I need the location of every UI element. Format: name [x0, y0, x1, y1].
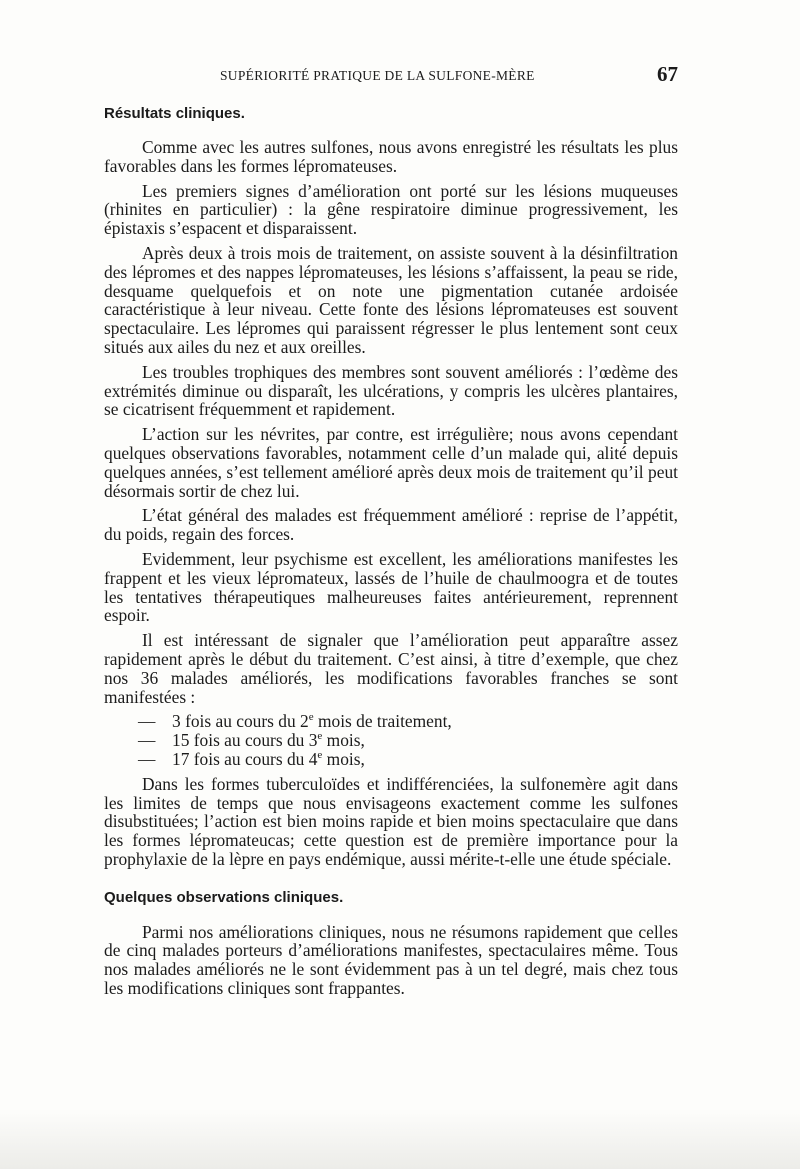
- list-ordinal-suffix: e: [317, 749, 323, 762]
- paragraph: Comme avec les autres sulfones, nous avons enregistré les résultats les plus favorables dans les formes lépromateuses.: [104, 137, 678, 176]
- paragraph: Il est intéressant de signaler que l’amélioration peut apparaître assez rapidement après le début du traitement. C’est ainsi, à titre d’exemple, que chez nos 36 malades améliorés, les modifications favorables franches se sont manifestées :: [104, 630, 678, 707]
- paragraph: Dans les formes tuberculoïdes et indifférenciées, la sulfonemère agit dans les limites de temps que nous envisageons exactement comme les sulfones disubstituées; l’action est bien moins rapide et bien moins spectaculaire que dans les formes lépromateucas; cette question est de première importance pour la prophylaxie de la lèpre en pays endémique, aussi mérite-t-elle une étude spéciale.: [104, 773, 678, 869]
- list-item: [138, 712, 678, 731]
- list-count: 15: [172, 730, 190, 751]
- scan-shading: [0, 1109, 800, 1169]
- running-header: [104, 62, 678, 90]
- list-dash: —: [138, 711, 156, 732]
- list-ordinal-suffix: e: [317, 730, 323, 743]
- running-title: SUPÉRIORITÉ PRATIQUE DE LA SULFONE-MÈRE: [220, 68, 535, 83]
- section-heading-observations: Quelques observations cliniques.: [104, 888, 344, 906]
- paragraph: Evidemment, leur psychisme est excellent, les améliorations manifestes les frappent et les vieux lépromateux, lassés de l’huile de chaulmoogra et de toutes les tentatives thérapeutiques malheureuses faites antérieurement, reprennent espoir.: [104, 548, 678, 626]
- paragraph: L’action sur les névrites, par contre, est irrégulière; nous avons cependant quelques observations favorables, notamment celle d’un malade qui, alité depuis quelques années, s’est tellement amélioré après deux mois de traitement qu’il peut désormais sortir de chez lui.: [104, 424, 678, 501]
- list-ordinal: 3: [308, 730, 318, 751]
- list-dash: —: [138, 748, 156, 769]
- list-text: fois au cours du: [193, 748, 305, 769]
- list-text: fois au cours du: [185, 711, 296, 732]
- section-heading-resultats: Résultats cliniques.: [104, 105, 245, 122]
- list-count: 17: [172, 748, 190, 769]
- list-ordinal-suffix: e: [308, 711, 314, 724]
- paragraph: L’état général des malades est fréquemment amélioré : reprise de l’appétit, du poids, regain des forces.: [104, 505, 678, 545]
- list-item: [138, 750, 678, 769]
- list-text: mois de traitement,: [317, 711, 452, 732]
- list-text: fois au cours du: [193, 730, 305, 751]
- paragraph: Parmi nos améliorations cliniques, nous ne résumons rapidement que celles de cinq malades porteurs d’améliorations manifestes, spectaculaires même. Tous nos malades améliorés ne le sont évidemment pas à un tel degré, mais chez tous les modifications cliniques sont frappantes.: [104, 921, 678, 999]
- list-text: mois,: [326, 730, 365, 751]
- paragraph: Les premiers signes d’amélioration ont porté sur les lésions muqueuses (rhinites en particulier) : la gêne respiratoire diminue progressivement, les épistaxis s’espacent et disparaissent.: [104, 180, 678, 239]
- list-ordinal: 4: [308, 748, 318, 769]
- list-item: [138, 731, 678, 750]
- onset-list: [104, 712, 678, 768]
- page-number: 67: [657, 62, 678, 86]
- paragraph: Les troubles trophiques des membres sont souvent améliorés : l’œdème des extrémités diminue ou disparaît, les ulcérations, y compris les ulcères plantaires, se cicatrisent fréquemment et rapidement.: [104, 361, 678, 420]
- paragraph: Après deux à trois mois de traitement, on assiste souvent à la désinfiltration des lépromes et des nappes lépromateuses, les lésions s’affaissent, la peau se ride, desquame quelquefois et on note une pigmentation cutanée ardoisée caractéristique à leur niveau. Cette fonte des lésions lépromateuses est souvent spectaculaire. Les lépromes qui paraissent régresser le plus lentement sont ceux situés aux ailes du nez et aux oreilles.: [104, 242, 678, 357]
- list-count: 3: [172, 711, 181, 732]
- list-ordinal: 2: [300, 711, 309, 732]
- list-dash: —: [138, 730, 156, 751]
- page-content: [104, 103, 678, 1004]
- list-text: mois,: [326, 748, 365, 769]
